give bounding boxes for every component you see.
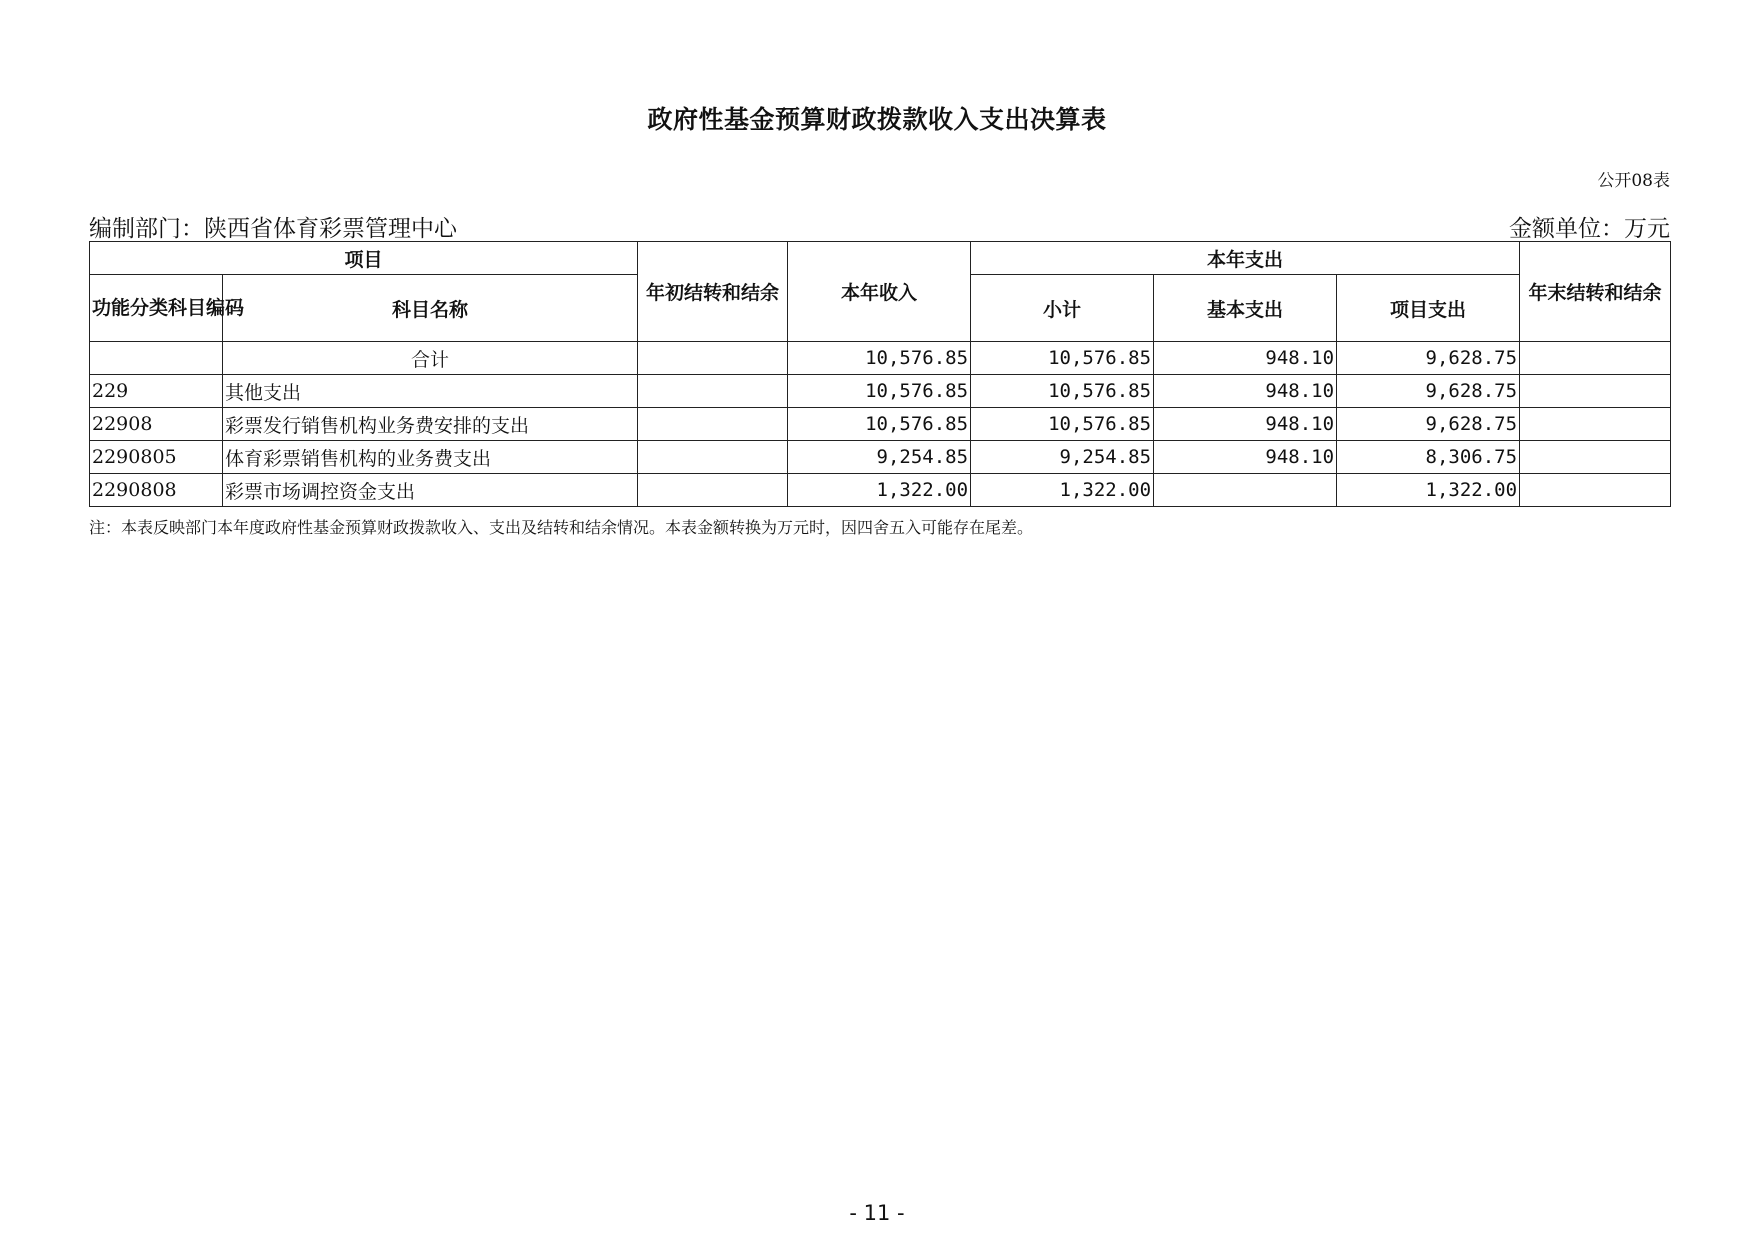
header-func-code: 功能分类科目编码 (90, 275, 223, 342)
row-name: 彩票发行销售机构业务费安排的支出 (223, 408, 638, 441)
row-name: 合计 (223, 342, 638, 375)
row-end (1520, 441, 1671, 474)
row-begin (638, 375, 788, 408)
row-code: 229 (90, 375, 223, 408)
row-subtotal: 9,254.85 (971, 441, 1154, 474)
header-end-balance: 年末结转和结余 (1520, 242, 1671, 342)
row-end (1520, 474, 1671, 507)
table-row (90, 342, 1671, 375)
row-project: 9,628.75 (1337, 342, 1520, 375)
row-begin (638, 441, 788, 474)
row-income: 1,322.00 (788, 474, 971, 507)
header-expense: 本年支出 (971, 242, 1520, 275)
row-code: 2290808 (90, 474, 223, 507)
header-project: 项目支出 (1337, 275, 1520, 342)
header-subtotal: 小计 (971, 275, 1154, 342)
row-code: 2290805 (90, 441, 223, 474)
table-row (90, 441, 1671, 474)
table-row (90, 375, 1671, 408)
row-project: 1,322.00 (1337, 474, 1520, 507)
row-basic: 948.10 (1154, 408, 1337, 441)
unit-label: 金额单位：万元 (1509, 216, 1670, 242)
row-income: 10,576.85 (788, 375, 971, 408)
row-name: 其他支出 (223, 375, 638, 408)
row-subtotal: 10,576.85 (971, 375, 1154, 408)
row-basic (1154, 474, 1337, 507)
header-item: 项目 (90, 242, 638, 275)
row-begin (638, 474, 788, 507)
row-name: 彩票市场调控资金支出 (223, 474, 638, 507)
row-project: 9,628.75 (1337, 375, 1520, 408)
page-number: - 11 - (849, 1201, 905, 1225)
table-row (90, 408, 1671, 441)
row-income: 10,576.85 (788, 342, 971, 375)
row-end (1520, 375, 1671, 408)
table-note: 注：本表反映部门本年度政府性基金预算财政拨款收入、支出及结转和结余情况。本表金额转换为万元时，因四舍五入可能存在尾差。 (89, 518, 1034, 537)
row-code: 22908 (90, 408, 223, 441)
row-income: 9,254.85 (788, 441, 971, 474)
header-basic: 基本支出 (1154, 275, 1337, 342)
row-code (90, 342, 223, 375)
budget-table (89, 241, 1671, 507)
table-row (90, 474, 1671, 507)
row-begin (638, 342, 788, 375)
row-end (1520, 408, 1671, 441)
row-basic: 948.10 (1154, 342, 1337, 375)
row-begin (638, 408, 788, 441)
row-basic: 948.10 (1154, 375, 1337, 408)
header-begin-balance: 年初结转和结余 (638, 242, 788, 342)
header-income: 本年收入 (788, 242, 971, 342)
row-project: 9,628.75 (1337, 408, 1520, 441)
header-subject-name: 科目名称 (223, 275, 638, 342)
row-project: 8,306.75 (1337, 441, 1520, 474)
row-income: 10,576.85 (788, 408, 971, 441)
row-basic: 948.10 (1154, 441, 1337, 474)
row-subtotal: 10,576.85 (971, 342, 1154, 375)
department-label: 编制部门：陕西省体育彩票管理中心 (89, 216, 457, 242)
row-subtotal: 10,576.85 (971, 408, 1154, 441)
form-number: 公开08表 (1597, 171, 1670, 191)
row-subtotal: 1,322.00 (971, 474, 1154, 507)
row-name: 体育彩票销售机构的业务费支出 (223, 441, 638, 474)
page-title: 政府性基金预算财政拨款收入支出决算表 (647, 105, 1107, 134)
row-end (1520, 342, 1671, 375)
